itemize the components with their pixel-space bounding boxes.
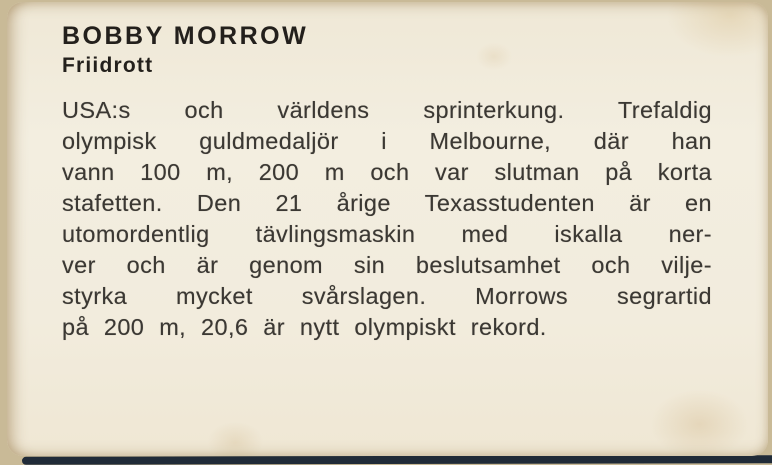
- card-body: [62, 95, 712, 343]
- card-title: BOBBY MORROW: [62, 22, 309, 50]
- body-line: vann 100 m, 200 m och var slutman på korta: [62, 159, 712, 185]
- adjacent-card-edge-strip: [22, 455, 772, 465]
- card-subtitle: Friidrott: [62, 54, 154, 77]
- body-line: utomordentlig tävlingsmaskin med iskalla ner-: [62, 221, 712, 247]
- body-line: USA:s och världens sprinterkung. Trefaldig: [62, 97, 712, 123]
- body-line: ver och är genom sin beslutsamhet och vilje-: [62, 252, 712, 278]
- body-line: olympisk guldmedaljör i Melbourne, där han: [62, 128, 712, 154]
- trading-card-back: [7, 2, 768, 456]
- body-line: styrka mycket svårslagen. Morrows segrartid: [62, 283, 712, 309]
- card-content: [62, 20, 714, 343]
- body-line: stafetten. Den 21 årige Texasstudenten är en: [62, 190, 712, 216]
- body-line: på 200 m, 20,6 är nytt olympiskt rekord.: [62, 314, 547, 340]
